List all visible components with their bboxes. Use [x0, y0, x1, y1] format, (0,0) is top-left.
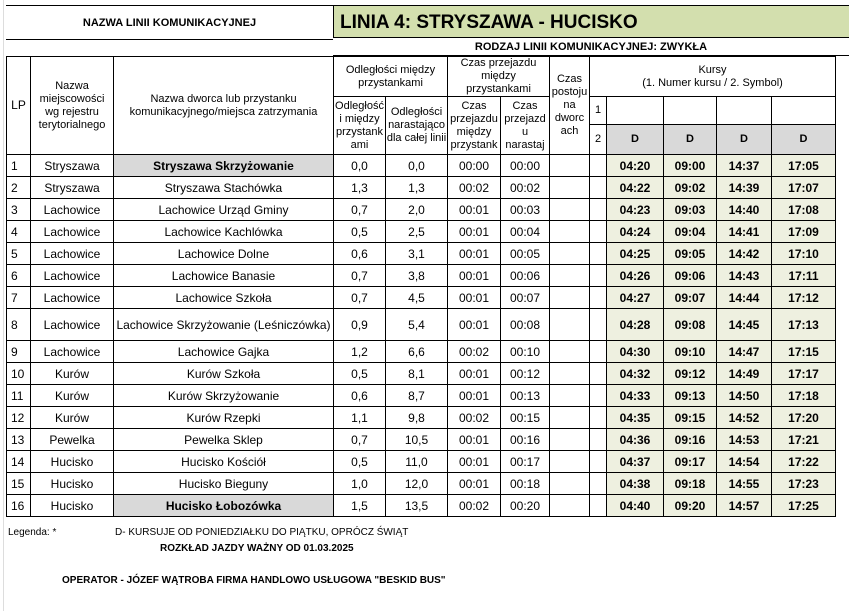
departure-time: 04:22: [607, 177, 664, 199]
course-row-marker: [590, 341, 607, 363]
dist-cum: 1,3: [386, 177, 448, 199]
stop-name: Hucisko Bieguny: [114, 473, 334, 495]
stop-name: Stryszawa Skrzyżowanie: [114, 155, 334, 177]
table-row: [7, 177, 836, 199]
table-row: [7, 363, 836, 385]
departure-time: 04:32: [607, 363, 664, 385]
departure-time: 09:03: [664, 199, 717, 221]
departure-time: 04:26: [607, 265, 664, 287]
stop-time: [550, 495, 590, 517]
time-cum: 00:02: [501, 177, 550, 199]
stop-name: Pewelka Sklep: [114, 429, 334, 451]
course-row-marker: [590, 363, 607, 385]
stop-time: [550, 473, 590, 495]
departure-time: 14:49: [717, 363, 772, 385]
departure-time: 17:17: [772, 363, 836, 385]
departure-time: 04:23: [607, 199, 664, 221]
time-between: 00:01: [448, 309, 501, 341]
stop-time: [550, 309, 590, 341]
dist-cum: 8,1: [386, 363, 448, 385]
stop-name: Lachowice Urząd Gminy: [114, 199, 334, 221]
departure-time: 17:25: [772, 495, 836, 517]
stop-locality: Stryszawa: [31, 177, 114, 199]
course-row-marker: [590, 451, 607, 473]
legend-label: Legenda: *: [8, 527, 57, 538]
line-name-label: NAZWA LINII KOMUNIKACYJNEJ: [6, 5, 333, 40]
departure-time: 09:02: [664, 177, 717, 199]
table-row: [7, 385, 836, 407]
time-between: 00:01: [448, 221, 501, 243]
course-symbol: D: [664, 125, 717, 155]
time-between: 00:01: [448, 265, 501, 287]
sheet-gridline: [0, 0, 4, 611]
stop-name: Hucisko Łobozówka: [114, 495, 334, 517]
dist-between: 0,6: [334, 243, 386, 265]
time-cum: 00:20: [501, 495, 550, 517]
stop-lp: 9: [7, 341, 31, 363]
departure-time: 09:10: [664, 341, 717, 363]
stop-locality: Lachowice: [31, 221, 114, 243]
stop-name: Lachowice Kachlówka: [114, 221, 334, 243]
stop-locality: Hucisko: [31, 495, 114, 517]
stop-name: Hucisko Kościół: [114, 451, 334, 473]
stop-name: Kurów Skrzyżowanie: [114, 385, 334, 407]
departure-time: 09:12: [664, 363, 717, 385]
stop-locality: Lachowice: [31, 341, 114, 363]
stop-time: [550, 363, 590, 385]
departure-time: 14:45: [717, 309, 772, 341]
col-stop-time: Czas postoju na dworc ach: [550, 57, 590, 155]
departure-time: 09:07: [664, 287, 717, 309]
departure-time: 14:50: [717, 385, 772, 407]
stop-time: [550, 429, 590, 451]
departure-time: 04:25: [607, 243, 664, 265]
dist-between: 0,0: [334, 155, 386, 177]
departure-time: 09:17: [664, 451, 717, 473]
time-cum: 00:17: [501, 451, 550, 473]
dist-cum: 9,8: [386, 407, 448, 429]
dist-between: 1,2: [334, 341, 386, 363]
course-number: [717, 97, 772, 125]
stop-name: Lachowice Gajka: [114, 341, 334, 363]
course-row-marker: [590, 495, 607, 517]
departure-time: 09:06: [664, 265, 717, 287]
stop-locality: Lachowice: [31, 287, 114, 309]
valid-from: ROZKŁAD JAZDY WAŻNY OD 01.03.2025: [160, 543, 354, 554]
dist-between: 1,3: [334, 177, 386, 199]
dist-between: 0,7: [334, 429, 386, 451]
table-row: [7, 287, 836, 309]
stop-name: Stryszawa Stachówka: [114, 177, 334, 199]
stop-name: Lachowice Skrzyżowanie (Leśniczówka): [114, 309, 334, 341]
departure-time: 09:16: [664, 429, 717, 451]
col-time-between: Czas przejazdu między przystank: [448, 97, 501, 155]
col-time-cum: Czas przejazd u narastaj: [501, 97, 550, 155]
departure-time: 09:00: [664, 155, 717, 177]
time-between: 00:01: [448, 473, 501, 495]
departure-time: 17:23: [772, 473, 836, 495]
course-number: [607, 97, 664, 125]
stop-lp: 6: [7, 265, 31, 287]
dist-cum: 2,5: [386, 221, 448, 243]
stop-time: [550, 287, 590, 309]
departure-time: 04:27: [607, 287, 664, 309]
stop-lp: 16: [7, 495, 31, 517]
dist-cum: 5,4: [386, 309, 448, 341]
stop-time: [550, 177, 590, 199]
time-cum: 00:08: [501, 309, 550, 341]
col-kursy: [590, 57, 836, 97]
departure-time: 09:04: [664, 221, 717, 243]
course-number: [664, 97, 717, 125]
course-symbol: D: [772, 125, 836, 155]
kursy-title: Kursy: [698, 63, 727, 76]
departure-time: 14:37: [717, 155, 772, 177]
departure-time: 14:42: [717, 243, 772, 265]
time-between: 00:02: [448, 177, 501, 199]
course-row-marker: [590, 385, 607, 407]
table-row: [7, 495, 836, 517]
col-lp: LP: [7, 57, 31, 155]
departure-time: 17:11: [772, 265, 836, 287]
course-row-marker: [590, 309, 607, 341]
departure-time: 14:54: [717, 451, 772, 473]
table-row: [7, 473, 836, 495]
col-dist-group: Odległości między przystankami: [334, 57, 448, 97]
time-between: 00:01: [448, 429, 501, 451]
col-dist-between: Odległość i między przystank ami: [334, 97, 386, 155]
time-between: 00:01: [448, 451, 501, 473]
departure-time: 04:28: [607, 309, 664, 341]
course-symbol: D: [607, 125, 664, 155]
dist-between: 1,5: [334, 495, 386, 517]
departure-time: 14:44: [717, 287, 772, 309]
time-cum: 00:07: [501, 287, 550, 309]
stop-name: Lachowice Banasie: [114, 265, 334, 287]
dist-cum: 10,5: [386, 429, 448, 451]
stop-time: [550, 407, 590, 429]
table-row: [7, 341, 836, 363]
dist-cum: 8,7: [386, 385, 448, 407]
departure-time: 04:24: [607, 221, 664, 243]
stop-lp: 4: [7, 221, 31, 243]
departure-time: 14:53: [717, 429, 772, 451]
stop-name: Lachowice Szkoła: [114, 287, 334, 309]
departure-time: 04:37: [607, 451, 664, 473]
time-between: 00:01: [448, 243, 501, 265]
departure-time: 17:13: [772, 309, 836, 341]
course-row-marker: [590, 155, 607, 177]
operator: OPERATOR - JÓZEF WĄTROBA FIRMA HANDLOWO USŁUGOWA "BESKID BUS": [62, 575, 446, 586]
time-cum: 00:15: [501, 407, 550, 429]
table-row: [7, 221, 836, 243]
time-between: 00:01: [448, 199, 501, 221]
dist-between: 0,7: [334, 287, 386, 309]
departure-time: 14:57: [717, 495, 772, 517]
stop-locality: Kurów: [31, 385, 114, 407]
stop-name: Kurów Szkoła: [114, 363, 334, 385]
stop-locality: Kurów: [31, 407, 114, 429]
dist-between: 0,7: [334, 265, 386, 287]
time-between: 00:02: [448, 341, 501, 363]
table-row: [7, 243, 836, 265]
departure-time: 09:20: [664, 495, 717, 517]
dist-between: 1,1: [334, 407, 386, 429]
dist-between: 0,7: [334, 199, 386, 221]
course-row-marker: [590, 243, 607, 265]
stop-name: Lachowice Dolne: [114, 243, 334, 265]
time-cum: 00:04: [501, 221, 550, 243]
departure-time: 04:33: [607, 385, 664, 407]
departure-time: 14:55: [717, 473, 772, 495]
table-row: [7, 155, 836, 177]
departure-time: 14:47: [717, 341, 772, 363]
stop-locality: Lachowice: [31, 265, 114, 287]
course-row-marker: [590, 429, 607, 451]
departure-time: 17:18: [772, 385, 836, 407]
col-stop: Nazwa dworca lub przystanku komunikacyjnego/miejsca zatrzymania: [114, 57, 334, 155]
dist-cum: 2,0: [386, 199, 448, 221]
time-cum: 00:10: [501, 341, 550, 363]
dist-between: 0,9: [334, 309, 386, 341]
departure-time: 17:05: [772, 155, 836, 177]
dist-between: 0,5: [334, 221, 386, 243]
departure-time: 14:43: [717, 265, 772, 287]
departure-time: 17:10: [772, 243, 836, 265]
departure-time: 09:18: [664, 473, 717, 495]
departure-time: 14:40: [717, 199, 772, 221]
time-cum: 00:16: [501, 429, 550, 451]
table-row: [7, 429, 836, 451]
stop-locality: Kurów: [31, 363, 114, 385]
time-cum: 00:18: [501, 473, 550, 495]
stop-lp: 8: [7, 309, 31, 341]
departure-time: 17:21: [772, 429, 836, 451]
dist-cum: 3,1: [386, 243, 448, 265]
time-cum: 00:13: [501, 385, 550, 407]
dist-between: 0,5: [334, 363, 386, 385]
departure-time: 17:15: [772, 341, 836, 363]
col-time-group: Czas przejazdu między przystankami: [448, 57, 550, 97]
time-cum: 00:05: [501, 243, 550, 265]
stop-lp: 12: [7, 407, 31, 429]
stop-locality: Hucisko: [31, 473, 114, 495]
row-course-number: 1: [590, 97, 607, 125]
departure-time: 14:41: [717, 221, 772, 243]
course-symbol: D: [717, 125, 772, 155]
stop-lp: 10: [7, 363, 31, 385]
stop-time: [550, 199, 590, 221]
dist-cum: 4,5: [386, 287, 448, 309]
departure-time: 04:35: [607, 407, 664, 429]
time-between: 00:01: [448, 287, 501, 309]
stop-lp: 2: [7, 177, 31, 199]
departure-time: 09:05: [664, 243, 717, 265]
departure-time: 04:40: [607, 495, 664, 517]
departure-time: 09:08: [664, 309, 717, 341]
stop-time: [550, 243, 590, 265]
departure-time: 04:20: [607, 155, 664, 177]
legend-text: D- KURSUJE OD PONIEDZIAŁKU DO PIĄTKU, OPRÓCZ ŚWIĄT: [115, 527, 409, 538]
time-cum: 00:06: [501, 265, 550, 287]
dist-cum: 0,0: [386, 155, 448, 177]
line-title: LINIA 4: STRYSZAWA - HUCISKO: [333, 5, 849, 38]
dist-cum: 11,0: [386, 451, 448, 473]
line-type: RODZAJ LINII KOMUNIKACYJNEJ: ZWYKŁA: [333, 39, 849, 56]
stop-time: [550, 265, 590, 287]
time-between: 00:02: [448, 495, 501, 517]
stop-lp: 1: [7, 155, 31, 177]
row-symbol: 2: [590, 125, 607, 155]
departure-time: 17:09: [772, 221, 836, 243]
dist-between: 1,0: [334, 473, 386, 495]
dist-between: 0,6: [334, 385, 386, 407]
course-number: [772, 97, 836, 125]
col-dist-cum: Odległości narastająco dla całej linii: [386, 97, 448, 155]
departure-time: 04:38: [607, 473, 664, 495]
stop-lp: 7: [7, 287, 31, 309]
course-row-marker: [590, 221, 607, 243]
stop-time: [550, 341, 590, 363]
table-row: [7, 199, 836, 221]
table-row: [7, 265, 836, 287]
stop-lp: 5: [7, 243, 31, 265]
departure-time: 09:13: [664, 385, 717, 407]
stop-locality: Stryszawa: [31, 155, 114, 177]
stop-time: [550, 155, 590, 177]
course-row-marker: [590, 177, 607, 199]
stop-locality: Lachowice: [31, 309, 114, 341]
course-row-marker: [590, 287, 607, 309]
course-row-marker: [590, 407, 607, 429]
course-row-marker: [590, 199, 607, 221]
timetable: [6, 56, 836, 517]
dist-cum: 6,6: [386, 341, 448, 363]
stop-time: [550, 385, 590, 407]
stop-locality: Lachowice: [31, 243, 114, 265]
stop-time: [550, 451, 590, 473]
col-locality: Nazwa miejscowości wg rejestru terytorialnego: [31, 57, 114, 155]
course-row-marker: [590, 473, 607, 495]
departure-time: 09:15: [664, 407, 717, 429]
stop-locality: Hucisko: [31, 451, 114, 473]
table-row: [7, 407, 836, 429]
course-row-marker: [590, 265, 607, 287]
time-between: 00:02: [448, 407, 501, 429]
departure-time: 04:36: [607, 429, 664, 451]
dist-cum: 3,8: [386, 265, 448, 287]
dist-cum: 12,0: [386, 473, 448, 495]
stop-locality: Lachowice: [31, 199, 114, 221]
stop-locality: Pewelka: [31, 429, 114, 451]
dist-cum: 13,5: [386, 495, 448, 517]
stop-lp: 15: [7, 473, 31, 495]
dist-between: 0,5: [334, 451, 386, 473]
time-cum: 00:00: [501, 155, 550, 177]
departure-time: 14:52: [717, 407, 772, 429]
stops-body: [7, 155, 836, 517]
kursy-subtitle: (1. Numer kursu / 2. Symbol): [642, 76, 783, 89]
time-cum: 00:03: [501, 199, 550, 221]
stop-lp: 11: [7, 385, 31, 407]
stop-lp: 14: [7, 451, 31, 473]
table-row: [7, 309, 836, 341]
table-row: [7, 451, 836, 473]
stop-name: Kurów Rzepki: [114, 407, 334, 429]
stop-lp: 3: [7, 199, 31, 221]
time-between: 00:00: [448, 155, 501, 177]
departure-time: 14:39: [717, 177, 772, 199]
time-between: 00:01: [448, 385, 501, 407]
departure-time: 17:22: [772, 451, 836, 473]
stop-time: [550, 221, 590, 243]
time-cum: 00:12: [501, 363, 550, 385]
stop-lp: 13: [7, 429, 31, 451]
departure-time: 17:08: [772, 199, 836, 221]
departure-time: 04:30: [607, 341, 664, 363]
time-between: 00:01: [448, 363, 501, 385]
departure-time: 17:12: [772, 287, 836, 309]
departure-time: 17:20: [772, 407, 836, 429]
departure-time: 17:07: [772, 177, 836, 199]
